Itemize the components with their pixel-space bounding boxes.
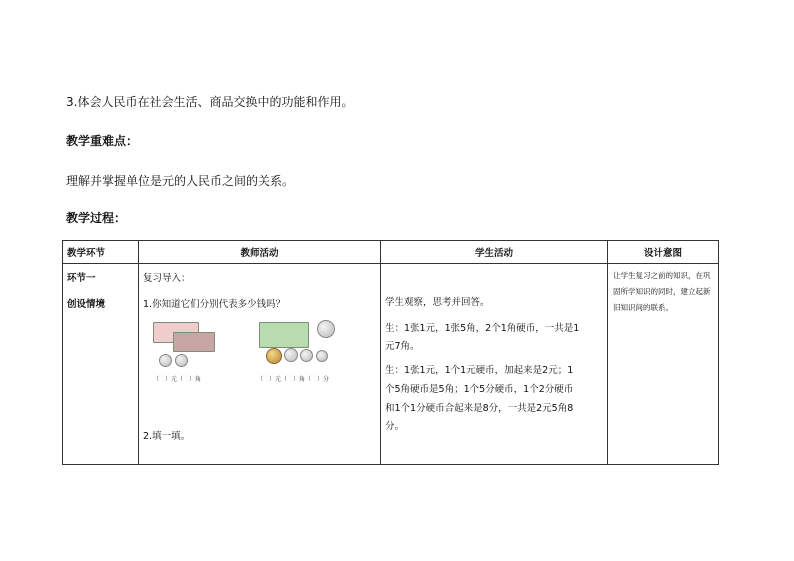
- stage-cell: [63, 264, 139, 465]
- five-jiao-note-image: [173, 332, 215, 352]
- header-design: 设计意图: [608, 241, 719, 264]
- table-header-row: [63, 241, 719, 264]
- student-answer-1-line2: 元7角。: [385, 341, 420, 352]
- heading-process: 教学过程：: [66, 211, 127, 225]
- student-answer-1-line1: 生：1张1元，1张5角，2个1角硬币，一共是1: [385, 323, 580, 334]
- student-answer-2-line2: 个5角硬币是5角；1个5分硬币，1个2分硬币: [385, 384, 574, 395]
- header-student: 学生活动: [381, 241, 608, 264]
- process-table: [62, 240, 719, 465]
- student-answer-2-line4: 分。: [385, 421, 405, 432]
- two-fen-coin-image: [300, 349, 313, 362]
- five-fen-coin-image: [284, 348, 298, 362]
- student-cell: [381, 264, 608, 465]
- five-jiao-coin-image: [266, 348, 282, 364]
- teacher-question-1: 1.你知道它们分别代表多少钱吗？: [143, 299, 286, 310]
- teacher-intro: 复习导入：: [143, 273, 191, 284]
- stage-name: 创设情境: [67, 299, 106, 310]
- one-fen-coin-image: [316, 350, 328, 362]
- design-intent-text: 让学生复习之前的知识，在巩固所学知识的同时，建立起新旧知识间的联系。: [613, 271, 711, 312]
- one-jiao-coin-image: [159, 354, 172, 367]
- student-answer-2-line1: 生：1张1元，1个1元硬币，加起来是2元；1: [385, 365, 574, 376]
- stage-label: 环节一: [67, 273, 96, 284]
- header-stage: 教学环节: [63, 241, 139, 264]
- table-row: [63, 264, 719, 465]
- blank-answer-1: （ ）元（ ）角: [153, 376, 202, 383]
- one-yuan-note-image: [259, 322, 309, 348]
- one-yuan-coin-image: [317, 320, 335, 338]
- blank-answer-2: （ ）元（ ）角（ ）分: [257, 376, 330, 383]
- teacher-question-2: 2.填一填。: [143, 431, 191, 442]
- student-answer-2-line3: 和1个1分硬币合起来是8分，一共是2元5角8: [385, 403, 574, 414]
- teacher-cell: [139, 264, 381, 465]
- design-cell: [608, 264, 719, 465]
- objective-3: 3.体会人民币在社会生活、商品交换中的功能和作用。: [66, 95, 354, 109]
- student-observe: 学生观察，思考并回答。: [385, 297, 490, 308]
- header-teacher: 教师活动: [139, 241, 381, 264]
- heading-difficulty: 教学重难点：: [66, 134, 139, 148]
- difficulty-text: 理解并掌握单位是元的人民币之间的关系。: [66, 174, 295, 188]
- one-jiao-coin-image: [175, 354, 188, 367]
